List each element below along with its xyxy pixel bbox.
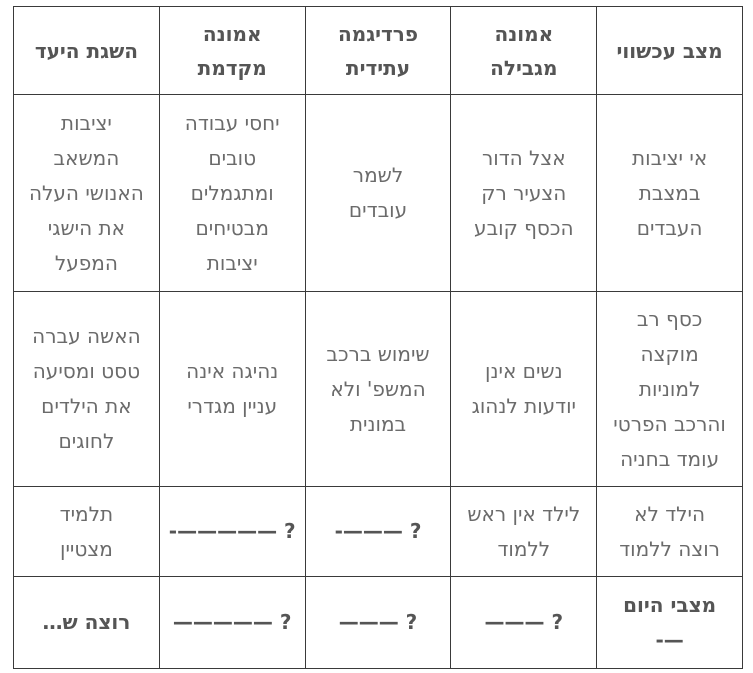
table-cell: רוצה ש… — [14, 577, 160, 669]
table-cell: יציבות המשאב האנושי העלה את הישגי המפעל — [14, 95, 160, 292]
header-row — [14, 7, 743, 95]
header-goal-achievement: השגת היעד — [14, 7, 160, 95]
table-cell: כסף רב מוקצה למוניות והרכב הפרטי עומד בחניה — [597, 292, 743, 487]
table-row — [14, 95, 743, 292]
belief-table — [13, 6, 743, 669]
table-cell: ? ————— — [159, 577, 305, 669]
table-cell: ? ——— — [451, 577, 597, 669]
table-cell: הילד לא רוצה ללמוד — [597, 487, 743, 577]
table-cell: ? ——— — [305, 577, 451, 669]
table-cell: שימוש ברכב המשפ' ולא במונית — [305, 292, 451, 487]
table-cell: אצל הדור הצעיר רק הכסף קובע — [451, 95, 597, 292]
table-cell: נשים אינן יודעות לנהוג — [451, 292, 597, 487]
header-limiting-belief: אמונה מגבילה — [451, 7, 597, 95]
table-cell: אי יציבות במצבת העבדים — [597, 95, 743, 292]
table-cell: תלמיד מצטיין — [14, 487, 160, 577]
table-cell: מצבי היום —- — [597, 577, 743, 669]
table-cell: יחסי עבודה טובים ומתגמלים מבטיחים יציבות — [159, 95, 305, 292]
table-row — [14, 487, 743, 577]
header-promoting-belief: אמונה מקדמת — [159, 7, 305, 95]
table-cell: לילד אין ראש ללמוד — [451, 487, 597, 577]
table-row — [14, 292, 743, 487]
table-cell: ? ———- — [305, 487, 451, 577]
table-row — [14, 577, 743, 669]
table-cell: ? —————- — [159, 487, 305, 577]
header-future-paradigm: פרדיגמה עתידית — [305, 7, 451, 95]
table-cell: נהיגה אינה עניין מגדרי — [159, 292, 305, 487]
header-current-state: מצב עכשווי — [597, 7, 743, 95]
table-cell: האשה עברה טסט ומסיעה את הילדים לחוגים — [14, 292, 160, 487]
table-cell: לשמר עובדים — [305, 95, 451, 292]
